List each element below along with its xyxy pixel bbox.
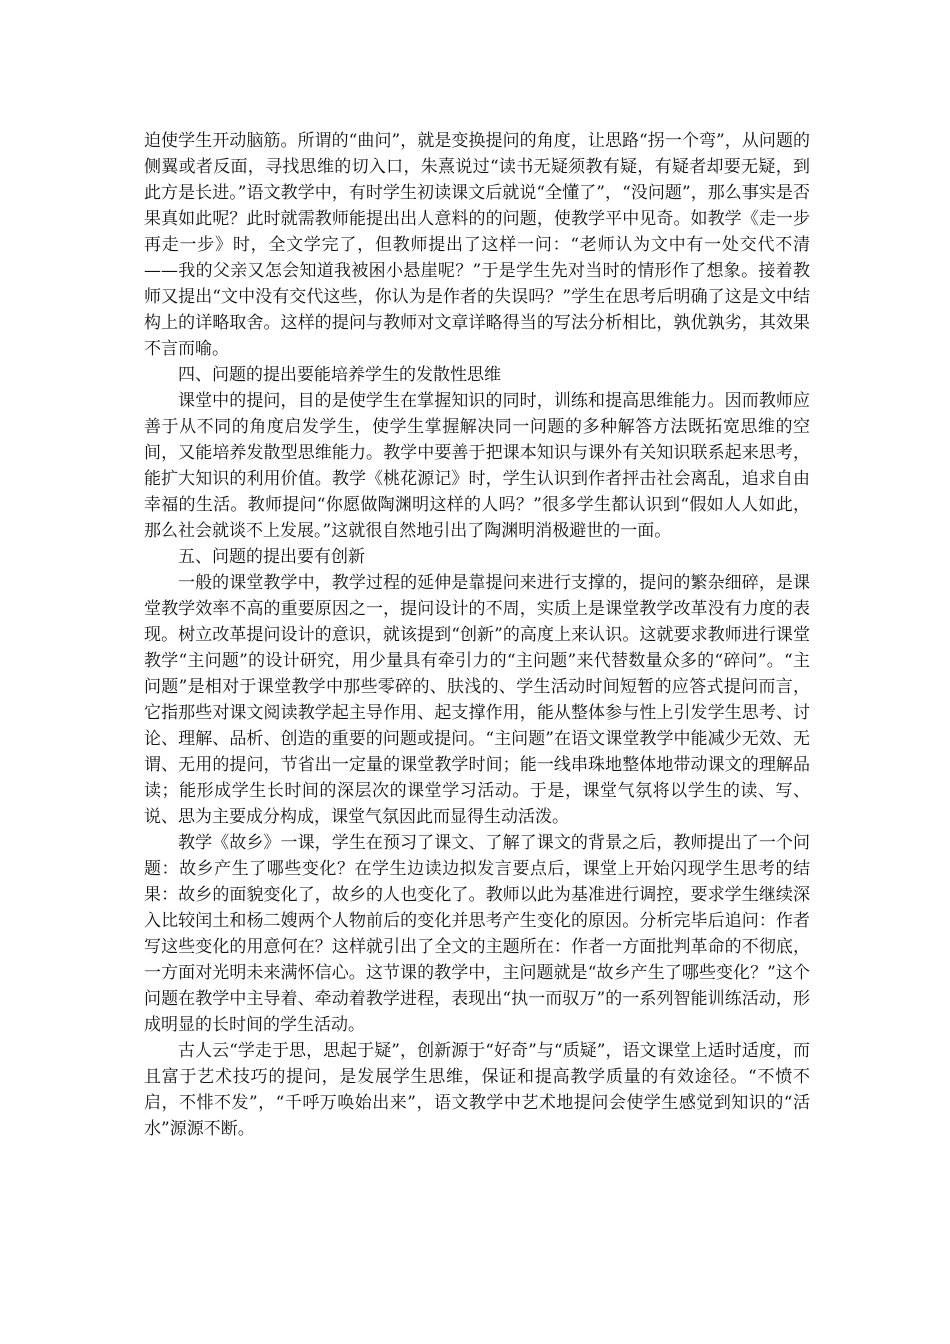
paragraph-conclusion: 古人云“学走于思，思起于疑”，创新源于“好奇”与“质疑”，语文课堂上适时适度，而且富于艺术技巧的提问，是发展学生思维，保证和提高教学质量的有效途径。“不愤不启，不悱不发”，“千呼万唤始出来”，语文教学中艺术地提问会使学生感觉到知识的“活水”源源不断。 [144,1041,810,1139]
paragraph-divergent-thinking: 课堂中的提问，目的是使学生在掌握知识的同时，训练和提高思维能力。因而教师应善于从不同的角度启发学生，使学生掌握解决同一问题的多种解答方法既拓宽思维的空间，又能培养发散型思维能力。教学中要善于把课本知识与课外有关知识联系起来思考，能扩大知识的利用价值。教学《桃花源记》时，学生认识到作者抨击社会离乱，追求自由幸福的生活。教师提问“你愿做陶渊明这样的人吗？”很多学生都认识到“假如人人如此，那么社会就谈不上发展。”这就很自然地引出了陶渊明消极避世的一面。 [144,391,810,541]
section-heading-innovation: 五、问题的提出要有创新 [178,547,365,567]
paragraph-hometown-example: 教学《故乡》一课，学生在预习了课文、了解了课文的背景之后，教师提出了一个问题：故乡产生了哪些变化？在学生边读边拟发言要点后，课堂上开始闪现学生思考的结果：故乡的面貌变化了，故乡的人也变化了。教师以此为基准进行调控，要求学生继续深入比较闰土和杨二嫂两个人物前后的变化并思考产生变化的原因。分析完毕后追问：作者写这些变化的用意何在？这样就引出了全文的主题所在：作者一方面批判革命的不彻底，一方面对光明未来满怀信心。这节课的教学中，主问题就是“故乡产生了哪些变化？”这个问题在教学中主导着、牵动着教学进程，表现出“执一而驭万”的一系列智能训练活动，形成明显的长时间的学生活动。 [144,833,810,1035]
section-heading-divergent-thinking: 四、问题的提出要能培养学生的发散性思维 [178,365,501,385]
paragraph-curved-question-continuation: 迫使学生开动脑筋。所谓的“曲问”，就是变换提问的角度，让思路“拐一个弯”，从问题的侧翼或者反面，寻找思维的切入口，朱熹说过“读书无疑须教有疑，有疑者却要无疑，到此方是长进。”语文教学中，有时学生初读课文后就说“全懂了”，“没问题”，那么事实是否果真如此呢？此时就需教师能提出出人意料的的问题，使教学平中见奇。如教学《走一步再走一步》时，全文学完了，但教师提出了这样一问：“老师认为文中有一处交代不清——我的父亲又怎会知道我被困小悬崖呢？”于是学生先对当时的情形作了想象。接着教师又提出“文中没有交代这些，你认为是作者的失误吗？”学生在思考后明确了这是文中结构上的详略取舍。这样的提问与教师对文章详略得当的写法分析相比，孰优孰劣，其效果不言而喻。 [144,131,810,359]
document-page [144,128,810,1142]
paragraph-main-question: 一般的课堂教学中，教学过程的延伸是靠提问来进行支撑的，提问的繁杂细碎，是课堂教学效率不高的重要原因之一，提问设计的不周，实质上是课堂教学改革没有力度的表现。树立改革提问设计的意识，就该提到“创新”的高度上来认识。这就要求教师进行课堂教学“主问题”的设计研究，用少量具有牵引力的“主问题”来代替数量众多的“碎问”。“主问题”是相对于课堂教学中那些零碎的、肤浅的、学生活动时间短暂的应答式提问而言，它指那些对课文阅读教学起主导作用、起支撑作用，能从整体参与性上引发学生思考、讨论、理解、品析、创造的重要的问题或提问。“主问题”在语文课堂教学中能减少无效、无谓、无用的提问，节省出一定量的课堂教学时间；能一线串珠地整体地带动课文的理解品读；能形成学生长时间的深层次的课堂学习活动。于是，课堂气氛将以学生的读、写、说、思为主要成分构成，课堂气氛因此而显得生动活泼。 [144,573,810,827]
